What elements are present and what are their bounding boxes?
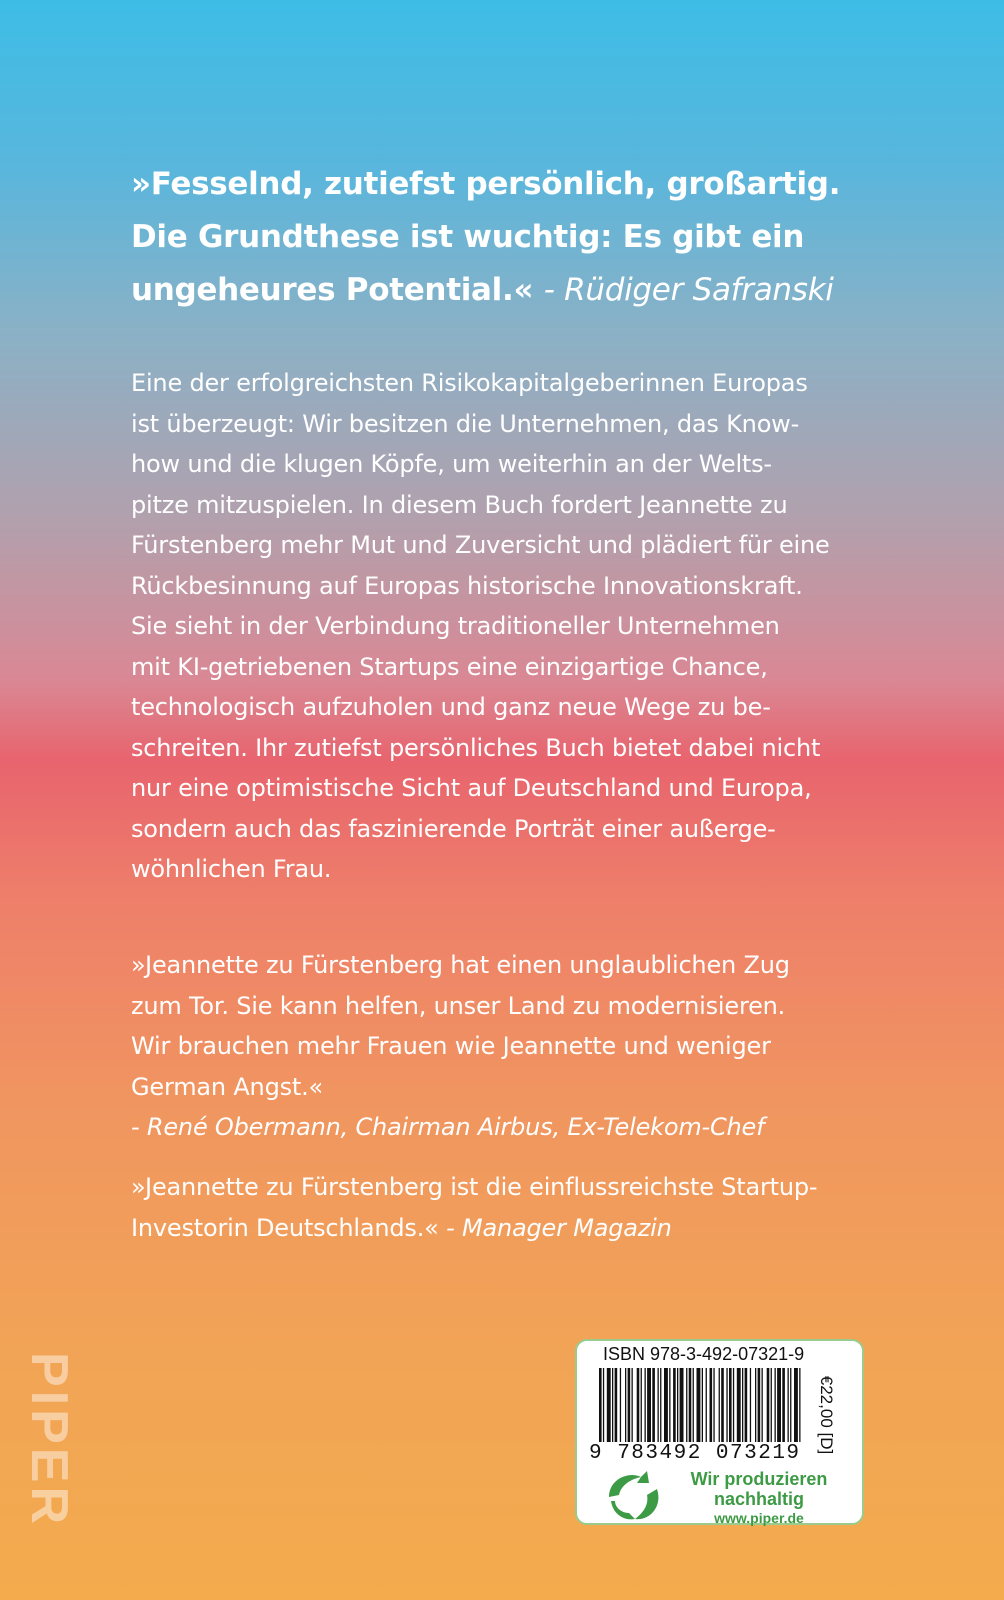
eco-line: nachhaltig bbox=[713, 1489, 804, 1509]
description-line: nur eine optimistische Sicht auf Deutschland und Europa, bbox=[131, 774, 812, 802]
quote-line bbox=[131, 1208, 921, 1249]
book-description bbox=[131, 363, 921, 890]
description-line: schreiten. Ihr zutiefst persönliches Buch bietet dabei nicht bbox=[131, 733, 821, 762]
barcode-bar bbox=[632, 1368, 633, 1442]
barcode-bar bbox=[669, 1368, 670, 1442]
publisher-url[interactable]: www.piper.de bbox=[714, 1510, 804, 1526]
barcode-bar bbox=[771, 1368, 772, 1442]
barcode-bar bbox=[680, 1368, 684, 1442]
quote-line: »Jeannette zu Fürstenberg ist die einflussreichste Startup- bbox=[131, 1173, 818, 1201]
barcode-bar bbox=[737, 1368, 741, 1442]
barcode-bar bbox=[647, 1368, 651, 1442]
barcode-bar bbox=[721, 1368, 724, 1442]
lead-quote-line: »Fesselnd, zutiefst persönlich, großartig. bbox=[131, 166, 841, 202]
quote-text: Investorin Deutschlands.« bbox=[131, 1213, 439, 1242]
barcode-bar bbox=[637, 1368, 640, 1442]
barcode-bar bbox=[775, 1368, 776, 1442]
barcode-bar bbox=[729, 1368, 732, 1442]
barcode-bar bbox=[677, 1368, 678, 1442]
barcode-bar bbox=[689, 1368, 692, 1442]
barcode-bar bbox=[693, 1368, 694, 1442]
description-line: Rückbesinnung auf Europas historische Innovationskraft. bbox=[131, 571, 803, 600]
barcode-bar bbox=[788, 1368, 789, 1442]
barcode-bar bbox=[652, 1368, 655, 1442]
barcode-bar bbox=[782, 1368, 785, 1442]
barcode-bar bbox=[758, 1368, 761, 1442]
barcode-bar bbox=[767, 1368, 770, 1442]
description-line: Eine der erfolgreichsten Risikokapitalgeberinnen Europas bbox=[131, 369, 808, 397]
quote-author: - René Obermann, Chairman Airbus, Ex-Telekom-Chef bbox=[131, 1113, 765, 1141]
isbn-label: ISBN 978-3-492-07321-9 bbox=[603, 1344, 805, 1364]
barcode-bar bbox=[719, 1368, 720, 1442]
barcode-bar bbox=[645, 1368, 646, 1442]
barcode-bar bbox=[673, 1368, 676, 1442]
barcode-bar bbox=[612, 1368, 613, 1442]
barcode-bars bbox=[597, 1368, 807, 1442]
barcode-bar bbox=[762, 1368, 763, 1442]
quote-manager-magazin bbox=[131, 1167, 921, 1248]
barcode-bar bbox=[686, 1368, 687, 1442]
barcode-bar bbox=[628, 1368, 631, 1442]
description-line: mit KI-getriebenen Startups eine einzigartige Chance, bbox=[131, 652, 768, 681]
barcode-bar bbox=[726, 1368, 727, 1442]
barcode-bar bbox=[697, 1368, 701, 1442]
barcode-bar bbox=[745, 1368, 748, 1442]
quote-line: »Jeannette zu Fürstenberg hat einen unglaublichen Zug bbox=[131, 951, 790, 979]
publisher-logo bbox=[20, 1350, 78, 1530]
barcode-number: 9 783492 073219 bbox=[589, 1442, 801, 1465]
barcode-bar bbox=[713, 1368, 714, 1442]
barcode-bar bbox=[658, 1368, 659, 1442]
lead-quote-line: Die Grundthese ist wuchtig: Es gibt ein bbox=[131, 219, 805, 255]
barcode-bar bbox=[664, 1368, 668, 1442]
quote-source: - Manager Magazin bbox=[446, 1213, 672, 1242]
barcode-bar bbox=[603, 1368, 604, 1442]
price-label bbox=[811, 1365, 841, 1465]
lead-quote-author: - Rüdiger Safranski bbox=[543, 272, 834, 308]
eco-badge bbox=[669, 1469, 849, 1527]
barcode-bar bbox=[607, 1368, 611, 1442]
description-line: sondern auch das faszinierende Porträt einer außerge- bbox=[131, 814, 776, 843]
barcode-bar bbox=[706, 1368, 707, 1442]
lead-quote bbox=[131, 158, 891, 317]
publisher-name: PIPER bbox=[20, 1351, 78, 1529]
description-line: Sie sieht in der Verbindung traditioneller Unternehmen bbox=[131, 612, 780, 640]
barcode-bar bbox=[702, 1368, 703, 1442]
quote-line: zum Tor. Sie kann helfen, unser Land zu modernisieren. bbox=[131, 991, 786, 1020]
recycle-leaves-icon bbox=[601, 1467, 663, 1523]
quote-line: German Angst.« bbox=[131, 1072, 324, 1101]
barcode-bar bbox=[799, 1368, 800, 1442]
barcode-bar bbox=[625, 1368, 626, 1442]
description-line: technologisch aufzuholen und ganz neue Wege zu be- bbox=[131, 693, 771, 721]
barcode-bar bbox=[750, 1368, 751, 1442]
barcode-bar bbox=[710, 1368, 713, 1442]
description-line: pitze mitzuspielen. In diesem Buch fordert Jeannette zu bbox=[131, 490, 788, 519]
price-text: €22,00 [D] bbox=[817, 1375, 836, 1455]
barcode-bar bbox=[660, 1368, 661, 1442]
barcode-bar bbox=[733, 1368, 734, 1442]
barcode-box bbox=[575, 1339, 864, 1525]
barcode-bar bbox=[599, 1368, 602, 1442]
quote-obermann bbox=[131, 945, 921, 1148]
quote-line: Wir brauchen mehr Frauen wie Jeannette und weniger bbox=[131, 1032, 771, 1060]
barcode-bar bbox=[794, 1368, 798, 1442]
barcode-bar bbox=[620, 1368, 621, 1442]
barcode-bar bbox=[742, 1368, 743, 1442]
description-line: ist überzeugt: Wir besitzen die Unternehmen, das Know- bbox=[131, 409, 800, 438]
barcode-bar bbox=[777, 1368, 781, 1442]
lead-quote-text: ungeheures Potential.« bbox=[131, 272, 534, 308]
lead-quote-line bbox=[131, 264, 891, 317]
description-line: wöhnlichen Frau. bbox=[131, 855, 332, 883]
barcode-bar bbox=[615, 1368, 618, 1442]
description-line: how und die klugen Köpfe, um weiterhin an der Welts- bbox=[131, 450, 772, 478]
barcode-bar bbox=[790, 1368, 791, 1442]
eco-line: Wir produzieren bbox=[690, 1469, 828, 1489]
barcode-bar bbox=[641, 1368, 642, 1442]
description-line: Fürstenberg mehr Mut und Zuversicht und plädiert für eine bbox=[131, 531, 830, 559]
barcode-bar bbox=[755, 1368, 756, 1442]
